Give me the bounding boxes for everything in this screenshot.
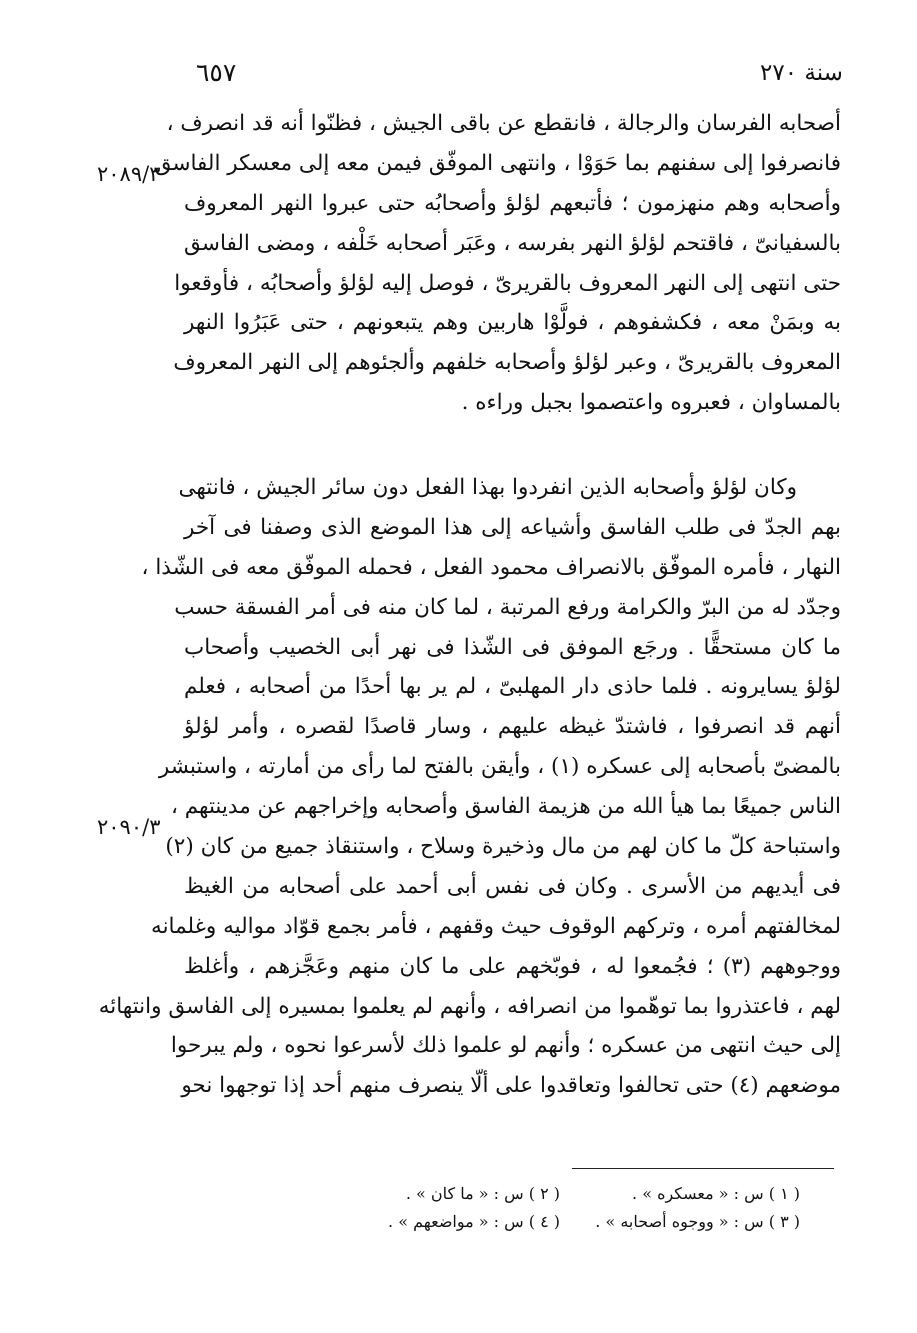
footnote: ( ٣ ) س : « ووجوه أصحابه » . xyxy=(595,1212,800,1231)
text-line: لمخالفتهم أمره ، وتركهم الوقوف حيث وقفهم ، فأمر بجمع قوّاد مواليه وغلمانه xyxy=(151,913,841,939)
text-line: فانصرفوا إلى سفنهم بما حَوَوْا ، وانتهى الموفّق فيمن معه إلى معسكر الفاسق xyxy=(154,150,841,176)
text-line: فى أيديهم من الأسرى . وكان فى نفس أبى أحمد على أصحابه من الغيظ xyxy=(184,873,841,899)
footnote-row xyxy=(320,1180,800,1208)
text-line: وجدّد له من البرّ والكرامة ورفع المرتبة ، لما كان منه فى أمر الفسقة حسب xyxy=(174,594,841,620)
text-line: بالمساوان ، فعبروه واعتصموا بجبل وراءه . xyxy=(461,390,841,416)
text-line: المعروف بالقريرىّ ، وعبر لؤلؤ وأصحابه خلفهم وألجئوهم إلى النهر المعروف xyxy=(173,350,841,376)
text-line: بهم الجدّ فى طلب الفاسق وأشياعه إلى هذا الموضع الذى وصفنا فى آخر xyxy=(184,514,841,540)
text-line: لهم ، فاعتذروا بما توهّموا من انصرافه ، وأنهم لم يعلموا بمسيره إلى الفاسق وانتهائه xyxy=(98,993,841,1019)
text-line: أنهم قد انصرفوا ، فاشتدّ غيظه عليهم ، وسار قاصدًا لقصره ، وأمر لؤلؤ xyxy=(184,714,841,740)
text-line: لؤلؤ يسايرونه . فلما حاذى دار المهلبىّ ، لم ير بها أحدًا من أصحابه ، فعلم xyxy=(184,674,841,700)
text-line: بالسفيانىّ ، فاقتحم لؤلؤ النهر بفرسه ، وعَبَر أصحابه خَلْفه ، ومضى الفاسق xyxy=(184,230,841,256)
margin-reference: ٢٠٩٠/٣ xyxy=(97,815,161,839)
footnote: ( ٤ ) س : « مواضعهم » . xyxy=(388,1212,560,1231)
text-line: حتى انتهى إلى النهر المعروف بالقريرىّ ، فوصل إليه لؤلؤ وأصحابُه ، فأوقعوا xyxy=(174,270,841,296)
footnote: ( ٢ ) س : « ما كان » . xyxy=(405,1184,560,1203)
text-line: إلى حيث انتهى من عسكره ؛ وأنهم لو علموا ذلك لأسرعوا نحوه ، ولم يبرحوا xyxy=(170,1033,841,1059)
footnote: ( ١ ) س : « معسكره » . xyxy=(632,1184,800,1203)
page-number: ٦٥٧ xyxy=(196,58,237,87)
text-line: واستباحة كلّ ما كان لهم من مال وذخيرة وسلاح ، واستنقاذ جميع من كان (٢) xyxy=(165,834,841,860)
text-line: أصحابه الفرسان والرجالة ، فانقطع عن باقى الجيش ، فظنّوا أنه قد انصرف ، xyxy=(166,111,841,136)
text-line: به وبمَنْ معه ، فكشفوهم ، فولَّوْا هاربين وهم يتبعونهم ، حتى عَبَرُوا النهر xyxy=(184,310,841,336)
text-line: ووجوههم (٣) ؛ فجُمعوا له ، فوبّخهم على ما كان منهم وعَجَّزهم ، وأغلظ xyxy=(184,953,841,979)
running-header-year: سنة ٢٧٠ xyxy=(760,60,843,86)
footnote-row xyxy=(320,1208,800,1236)
text-line: ما كان مستحقًّا . ورجَع الموفق فى الشّذا فى نهر أبى الخصيب وأصحاب xyxy=(184,634,841,660)
paragraph-1 xyxy=(154,104,841,423)
margin-reference: ٢٠٨٩/٣ xyxy=(97,162,161,186)
text-line: موضعهم (٤) حتى تحالفوا وتعاقدوا على ألّا ينصرف منهم أحد إذا توجهوا نحو xyxy=(181,1073,841,1099)
text-line: وكان لؤلؤ وأصحابه الذين انفردوا بهذا الفعل دون سائر الجيش ، فانتهى xyxy=(178,475,797,500)
footnote-divider xyxy=(572,1168,834,1169)
text-line: النهار ، فأمره الموفّق بالانصراف محمود الفعل ، فحمله الموفّق معه فى الشّذا ، xyxy=(141,554,841,580)
footnotes xyxy=(320,1180,800,1236)
text-line: بالمضىّ بأصحابه إلى عسكره (١) ، وأيقن بالفتح لما رأى من أمارته ، واستبشر xyxy=(158,754,841,780)
text-line: الناس جميعًا بما هيأ الله من هزيمة الفاسق وأصحابه وإخراجهم عن مدينتهم ، xyxy=(170,794,841,820)
text-line: وأصحابه وهم منهزمون ؛ فأتبعهم لؤلؤ وأصحابُه حتى عبروا النهر المعروف xyxy=(184,190,841,216)
